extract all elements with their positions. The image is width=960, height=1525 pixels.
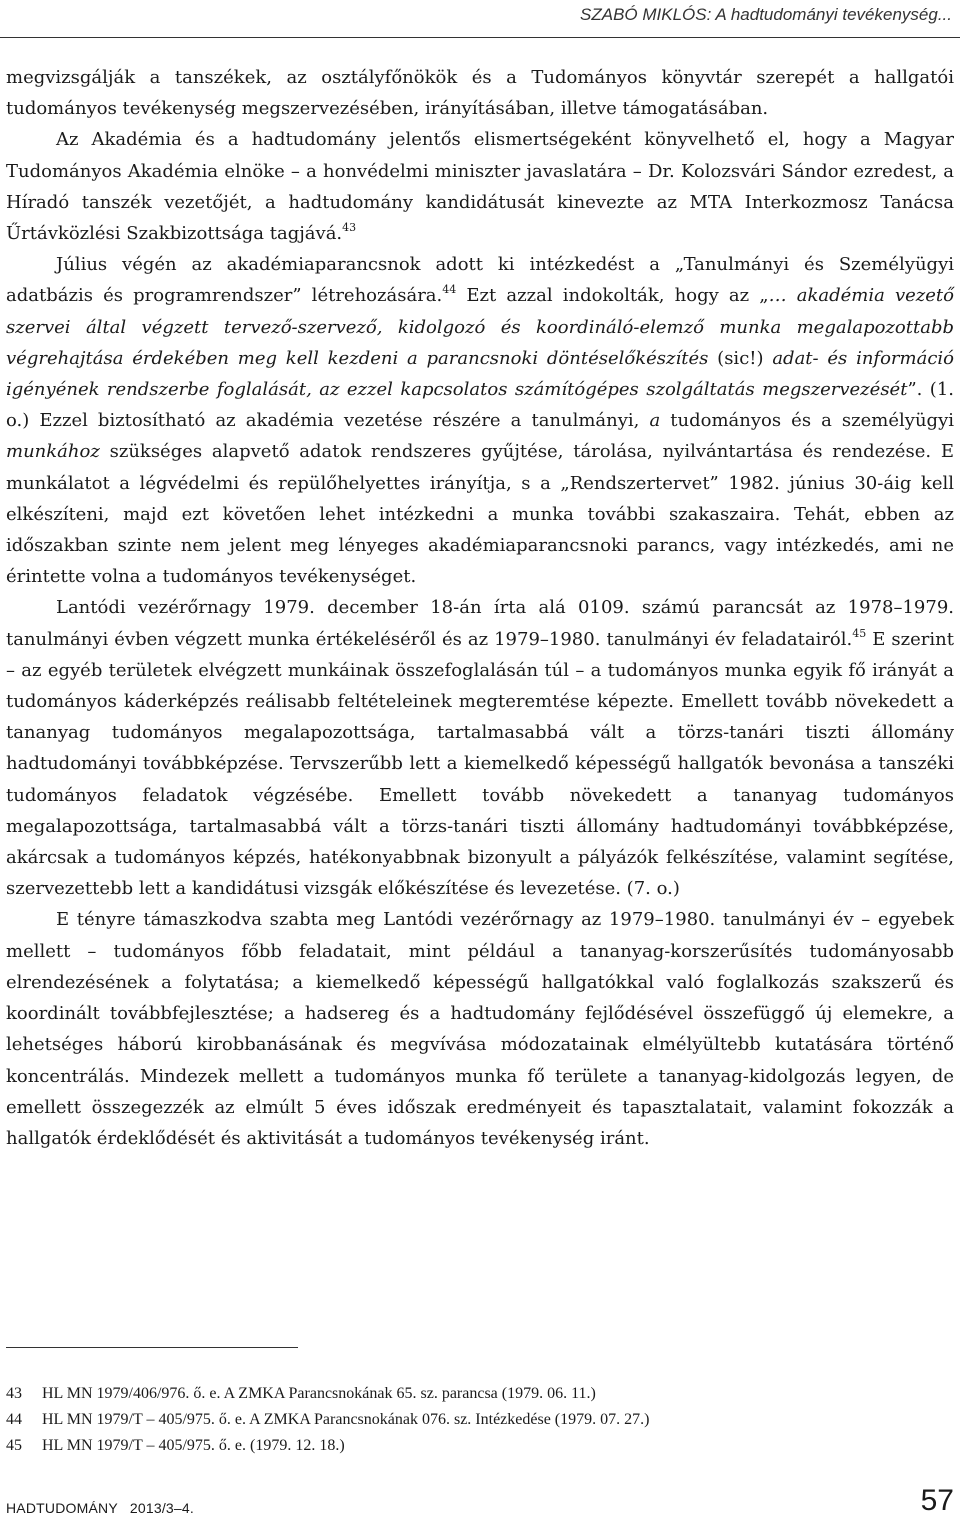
paragraph-3-text-j: szükséges alapvető adatok rendszeres gyűjtése, tárolása, nyilvántartása és rendezése. E munkálatot a légvédelmi és repülőhelyettes irányítja, s a „Rendszertervet” 1982. június 30-áig kell elkészíteni, majd ezt követően lehet intézkedni a munka további szakaszaira. Tehát, ebben az időszakban szinte nem jelent meg lényeges akadémiaparancsnoki parancs, vagy intézkedés, ami ne érintette volna a tudományos tevékenységet.: [6, 441, 954, 588]
note-ref-43[interactable]: 43: [342, 221, 357, 235]
footnote-text: HL MN 1979/406/976. ő. e. A ZMKA Parancsnokának 65. sz. parancsa (1979. 06. 11.): [42, 1385, 596, 1402]
footnote-number: 44: [6, 1411, 22, 1428]
paragraph-3: [6, 249, 954, 592]
footnote-text: HL MN 1979/T – 405/975. ő. e. (1979. 12. 18.): [42, 1437, 345, 1454]
journal-footer: [6, 1500, 194, 1516]
header-rule: [0, 37, 960, 38]
paragraph-4-text-b: E szerint – az egyéb területek elvégzett munkáinak összefoglalásán túl – a tudományos munka egyik fő irányát a tudományos káderképzés reálisabb feltételeinek megteremtése képezte. Emellett tovább növekedett a tananyag tudományos megalapozottsága, tartalmasabbá vált a törzs-tanári tiszti állomány hadtudományi továbbképzése. Tervszerűbb lett a kiemelkedő képességű hallgatók bevonása a tanszéki tudományos feladatok végzésébe. Emellett tovább növekedett a tananyag tudományos megalapozottsága, tartalmasabbá vált a törzs-tanári tiszti állomány hadtudományi továbbképzése, akárcsak a tudományos képzés, hatékonyabbnak bizonyult a pályázók felkészítése, valamint segítése, szervezettebb lett a kandidátusi vizsgák előkészítése és levezetése. (7. o.): [6, 628, 954, 900]
footnote-44: [6, 1407, 954, 1433]
paragraph-2-text: Az Akadémia és a hadtudomány jelentős elismertségeként könyvelhető el, hogy a Magyar Tudományos Akadémia elnöke – a honvédelmi miniszter javaslatára – Dr. Kolozsvári Sándor ezredest, a Híradó tanszék vezetőjét, a hadtudomány kandidátusát kinevezte az MTA Interkozmosz Tanácsa Űrtávközlési Szakbizottsága tagjává.: [6, 129, 954, 245]
paragraph-4: [6, 592, 954, 904]
italic-a: a: [649, 410, 661, 432]
running-title: SZABÓ MIKLÓS: A hadtudományi tevékenység...: [580, 5, 952, 24]
footnotes: [6, 1381, 954, 1459]
footnote-45: [6, 1433, 954, 1459]
paragraph-5: E tényre támaszkodva szabta meg Lantódi vezérőrnagy az 1979–1980. tanulmányi év – egyebek mellett – tudományos főbb feladatait, mint például a tananyag-korszerűsítés tudományosabb elrendezésének a folytatása; a kiemelkedő képességű hallgatókkal való foglalkozás szakszerű és koordinált továbbfejlesztése; a hadsereg és a hadtudomány fejlődésével összefüggő új elemekre, a lehetséges háború kirobbanásának és megvívása módozatainak elmélyültebb kutatására történő koncentrálás. Mindezek mellett a tudományos munka fő területe a tananyag-kidolgozás legyen, de emellett összegezzék az elmúlt 5 éves időszak eredményeit és tapasztalatait, valamint fokozzák a hallgatók érdeklődését és aktivitását a tudományos tevékenység iránt.: [6, 909, 954, 1149]
paragraph-3-text-b: Ezt azzal indokolták, hogy az „: [456, 285, 769, 307]
sic-note: (sic!): [708, 347, 773, 369]
note-ref-44[interactable]: 44: [442, 283, 457, 297]
quote-italic-2: adat- és információ igényének rendszerbe foglalását, az ezzel kapcsolatos számítógépes szolgáltatás megszervezését: [6, 347, 954, 401]
footnote-number: 45: [6, 1437, 22, 1454]
journal-name: HADTUDOMÁNY: [6, 1500, 118, 1516]
footnote-rule: [6, 1347, 298, 1348]
page-number: 57: [920, 1484, 954, 1517]
footnote-text: HL MN 1979/T – 405/975. ő. e. A ZMKA Parancsnokának 076. sz. Intézkedése (1979. 07. 27.): [42, 1411, 650, 1428]
note-ref-45[interactable]: 45: [852, 626, 867, 640]
footnote-43: [6, 1381, 954, 1407]
body-text: [6, 62, 954, 1154]
quote-italic-1: … akadémia vezető szervei által végzett tervező-szervező, kidolgozó és koordináló-elemző munka megalapozottabb végrehajtása érdekében meg kell kezdeni a parancsnoki döntéselőkészítés: [6, 285, 954, 369]
paragraph-1: megvizsgálják a tanszékek, az osztályfőnökök és a Tudományos könyvtár szerepét a hallgatói tudományos tevékenység megszervezésében, irányításában, illetve támogatásában.: [6, 67, 954, 120]
paragraph-3-text-a: Július végén az akadémiaparancsnok adott ki intézkedést a „Tanulmányi és Személyügyi adatbázis és programrendszer” létrehozására.: [6, 254, 954, 307]
journal-issue: 2013/3–4.: [129, 1500, 194, 1516]
paragraph-3-text-f: ”. (1. o.) Ezzel biztosítható az akadémia vezetése részére a tanulmányi,: [6, 379, 954, 432]
paragraph-4-text-a: Lantódi vezérőrnagy 1979. december 18-án írta alá 0109. számú parancsát az 1978–1979. tanulmányi évben végzett munka értékeléséről és az 1979–1980. tanulmányi év feladatairól.: [6, 597, 954, 650]
paragraph-3-text-h: tudományos és a személyügyi: [660, 410, 954, 432]
paragraph-2: [6, 124, 954, 249]
italic-munkahoz: munkához: [6, 441, 100, 463]
footnote-number: 43: [6, 1385, 22, 1402]
